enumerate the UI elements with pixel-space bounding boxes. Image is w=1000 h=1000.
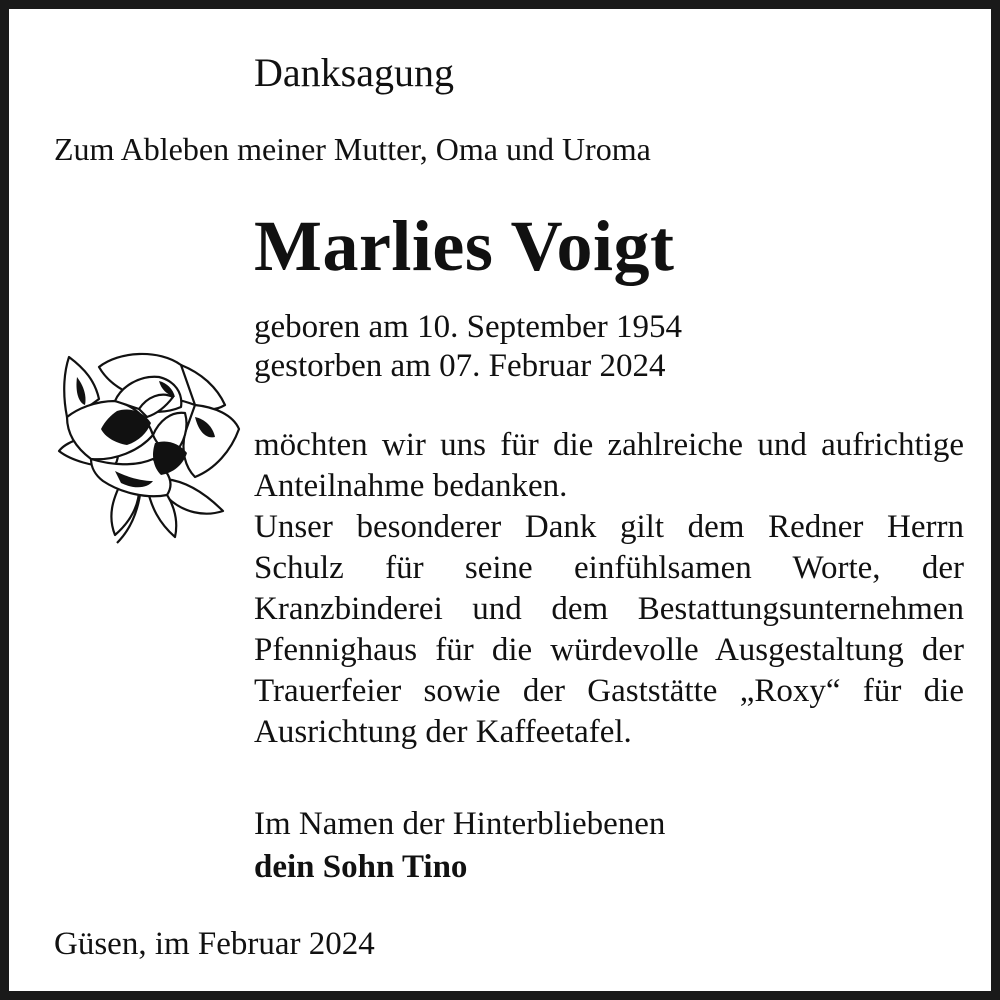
message-line: Unser besonderer Dank gilt dem Redner Herrn	[254, 509, 964, 545]
message-line: Schulz für seine einfühlsamen Worte, der	[254, 550, 964, 586]
signature: dein Sohn Tino	[254, 849, 468, 885]
message-line: Ausrichtung der Kaffeetafel.	[254, 714, 632, 750]
message-line: Anteilnahme bedanken.	[254, 468, 568, 504]
rose-icon	[55, 347, 241, 547]
message-line: möchten wir uns für die zahlreiche und aufrichtige	[254, 427, 964, 463]
notice-heading: Danksagung	[254, 50, 454, 95]
deceased-name: Marlies Voigt	[254, 206, 675, 286]
death-date: gestorben am 07. Februar 2024	[254, 348, 666, 384]
message-line: Pfennighaus für die würdevolle Ausgestaltung der	[254, 632, 964, 668]
notice-intro: Zum Ableben meiner Mutter, Oma und Uroma	[54, 131, 651, 167]
thanks-message	[254, 425, 964, 753]
place-date: Güsen, im Februar 2024	[54, 926, 375, 962]
message-line: Kranzbinderei und dem Bestattungsunternehmen	[254, 591, 964, 627]
message-line: Trauerfeier sowie der Gaststätte „Roxy“ für die	[254, 673, 964, 709]
birth-date: geboren am 10. September 1954	[254, 309, 682, 345]
closing-line: Im Namen der Hinterbliebenen	[254, 806, 666, 842]
